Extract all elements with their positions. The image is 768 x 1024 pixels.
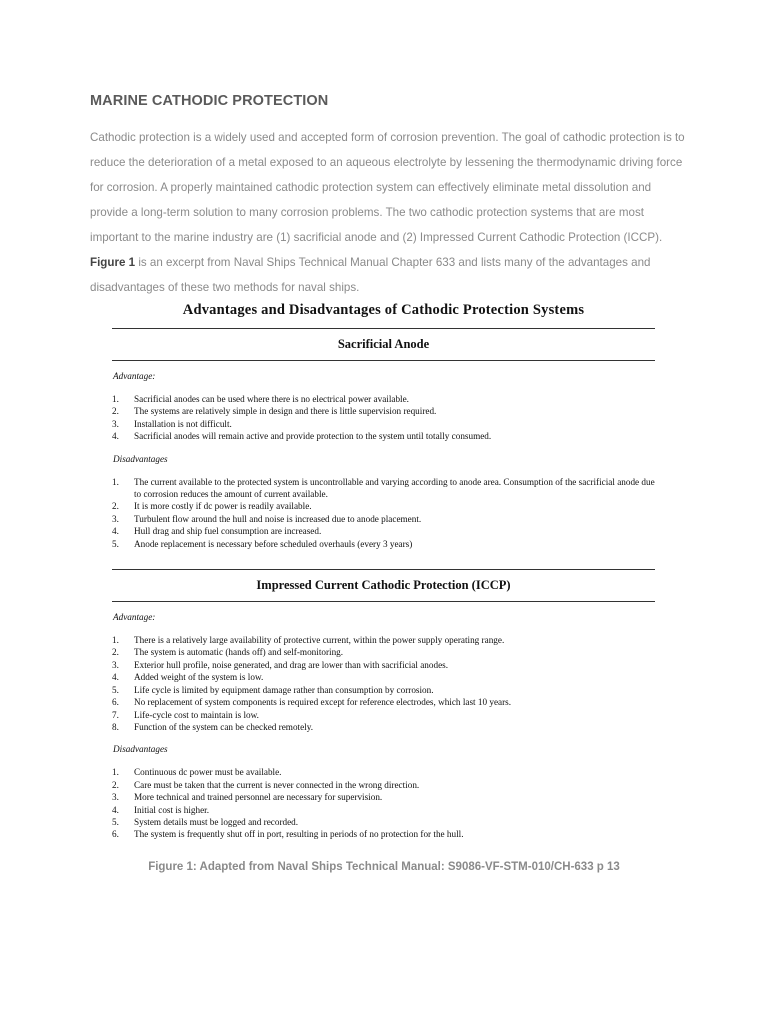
section-heading-sacrificial: Sacrificial Anode: [337, 337, 430, 351]
list-item: [112, 709, 655, 721]
list-item-text: More technical and trained personnel are necessary for supervision.: [134, 792, 383, 803]
iccp-advantages-list: [112, 634, 655, 733]
list-item: [112, 418, 655, 430]
list-item: [112, 779, 655, 791]
intro-paragraph: [90, 125, 690, 300]
list-item: [112, 405, 655, 417]
list-item-number: 4.: [112, 526, 119, 537]
list-item: [112, 684, 655, 696]
list-item-text: It is more costly if dc power is readily available.: [134, 501, 312, 512]
list-item: [112, 791, 655, 803]
intro-figure-ref: Figure 1: [90, 256, 136, 269]
list-item-number: 3.: [112, 513, 119, 524]
list-item-text: Continuous dc power must be available.: [134, 767, 282, 778]
list-item-number: 5.: [112, 684, 119, 695]
list-item-text: The current available to the protected system is uncontrollable and varying according to anode area. Consumption of the sacrificial anode due to corrosion reduces the amount of current available.: [134, 476, 655, 500]
list-item-number: 5.: [112, 538, 119, 549]
list-item: [112, 538, 655, 550]
list-item-text: Function of the system can be checked remotely.: [134, 721, 314, 732]
section-heading-iccp: Impressed Current Cathodic Protection (ICCP): [256, 578, 511, 593]
list-item: [112, 634, 655, 646]
list-item: [112, 646, 655, 658]
list-item-text: Care must be taken that the current is never connected in the wrong direction.: [134, 779, 420, 790]
list-item-number: 2.: [112, 406, 119, 417]
list-item: [112, 500, 655, 512]
list-item: [112, 804, 655, 816]
list-item: [112, 828, 655, 840]
list-item-number: 4.: [112, 431, 119, 442]
list-item-number: 4.: [112, 804, 119, 815]
list-item-text: Added weight of the system is low.: [134, 672, 264, 683]
list-item-text: Sacrificial anodes will remain active and provide protection to the system until totally consumed.: [134, 431, 492, 442]
list-item-text: Turbulent flow around the hull and noise is increased due to anode placement.: [134, 513, 422, 524]
list-item-text: Life-cycle cost to maintain is low.: [134, 709, 259, 720]
list-item-number: 3.: [112, 418, 119, 429]
advantages-label: Advantage:: [113, 371, 156, 381]
intro-text-before: Cathodic protection is a widely used and accepted form of corrosion prevention. The goal of cathodic protection is to reduce the deterioration of a metal exposed to an aqueous electrolyte by lessening the thermodynamic driving force for corrosion. A properly maintained cathodic protection system can effectively eliminate metal dissolution and provide a long-term solution to many corrosion problems. The two cathodic protection systems that are most important to the marine industry are (1) sacrificial anode and (2) Impressed Current Cathodic Protection (ICCP).: [90, 131, 685, 244]
list-item-number: 3.: [112, 792, 119, 803]
list-item: [112, 816, 655, 828]
list-item-number: 1.: [112, 767, 119, 778]
divider: [112, 360, 655, 361]
divider: [112, 601, 655, 602]
list-item-text: There is a relatively large availability of protective current, within the power supply operating range.: [134, 635, 505, 646]
list-item-number: 3.: [112, 659, 119, 670]
list-item: [112, 476, 655, 501]
list-item-number: 2.: [112, 501, 119, 512]
list-item-number: 1.: [112, 635, 119, 646]
list-item-text: The systems are relatively simple in design and there is little supervision required.: [134, 406, 437, 417]
list-item: [112, 513, 655, 525]
list-item-text: The system is automatic (hands off) and self-monitoring.: [134, 647, 344, 658]
list-item-text: Exterior hull profile, noise generated, and drag are lower than with sacrificial anodes.: [134, 659, 449, 670]
sacrificial-advantages-list: [112, 393, 655, 443]
list-item-number: 1.: [112, 476, 119, 487]
list-item: [112, 659, 655, 671]
list-item: [112, 721, 655, 733]
list-item-text: Sacrificial anodes can be used where there is no electrical power available.: [134, 394, 409, 404]
list-item-text: Installation is not difficult.: [134, 418, 232, 429]
list-item-text: Anode replacement is necessary before scheduled overhauls (every 3 years): [134, 538, 413, 549]
iccp-disadvantages-list: [112, 766, 655, 840]
list-item-number: 1.: [112, 394, 119, 404]
advantages-label: Advantage:: [113, 612, 156, 623]
list-item: [112, 766, 655, 778]
list-item-text: Initial cost is higher.: [134, 804, 210, 815]
list-item-number: 5.: [112, 816, 119, 827]
figure-1: [112, 302, 655, 841]
list-item-text: No replacement of system components is required except for reference electrodes, which last 10 years.: [134, 697, 512, 708]
sacrificial-disadvantages-list: [112, 476, 655, 550]
list-item-number: 2.: [112, 779, 119, 790]
list-item: [112, 671, 655, 683]
list-item-number: 6.: [112, 697, 119, 708]
intro-text-after: is an excerpt from Naval Ships Technical Manual Chapter 633 and lists many of the advantages and disadvantages of these two methods for naval ships.: [90, 256, 651, 294]
list-item-number: 8.: [112, 721, 119, 732]
list-item-text: The system is frequently shut off in port, resulting in periods of no protection for the hull.: [134, 829, 464, 840]
list-item-number: 7.: [112, 709, 119, 720]
list-item-number: 4.: [112, 672, 119, 683]
list-item: [112, 430, 655, 442]
list-item-text: Life cycle is limited by equipment damage rather than consumption by corrosion.: [134, 684, 434, 695]
list-item-number: 6.: [112, 829, 119, 840]
list-item: [112, 696, 655, 708]
list-item-text: System details must be logged and recorded.: [134, 816, 299, 827]
list-item: [112, 393, 655, 405]
disadvantages-label: Disadvantages: [113, 453, 168, 464]
disadvantages-label: Disadvantages: [113, 744, 168, 755]
list-item-number: 2.: [112, 647, 119, 658]
figure-caption: Figure 1: Adapted from Naval Ships Technical Manual: S9086-VF-STM-010/CH-633 p 13: [148, 861, 620, 873]
list-item-text: Hull drag and ship fuel consumption are increased.: [134, 526, 322, 537]
list-item: [112, 525, 655, 537]
page-title: MARINE CATHODIC PROTECTION: [90, 93, 329, 109]
figure-title: Advantages and Disadvantages of Cathodic Protection Systems: [182, 302, 585, 318]
